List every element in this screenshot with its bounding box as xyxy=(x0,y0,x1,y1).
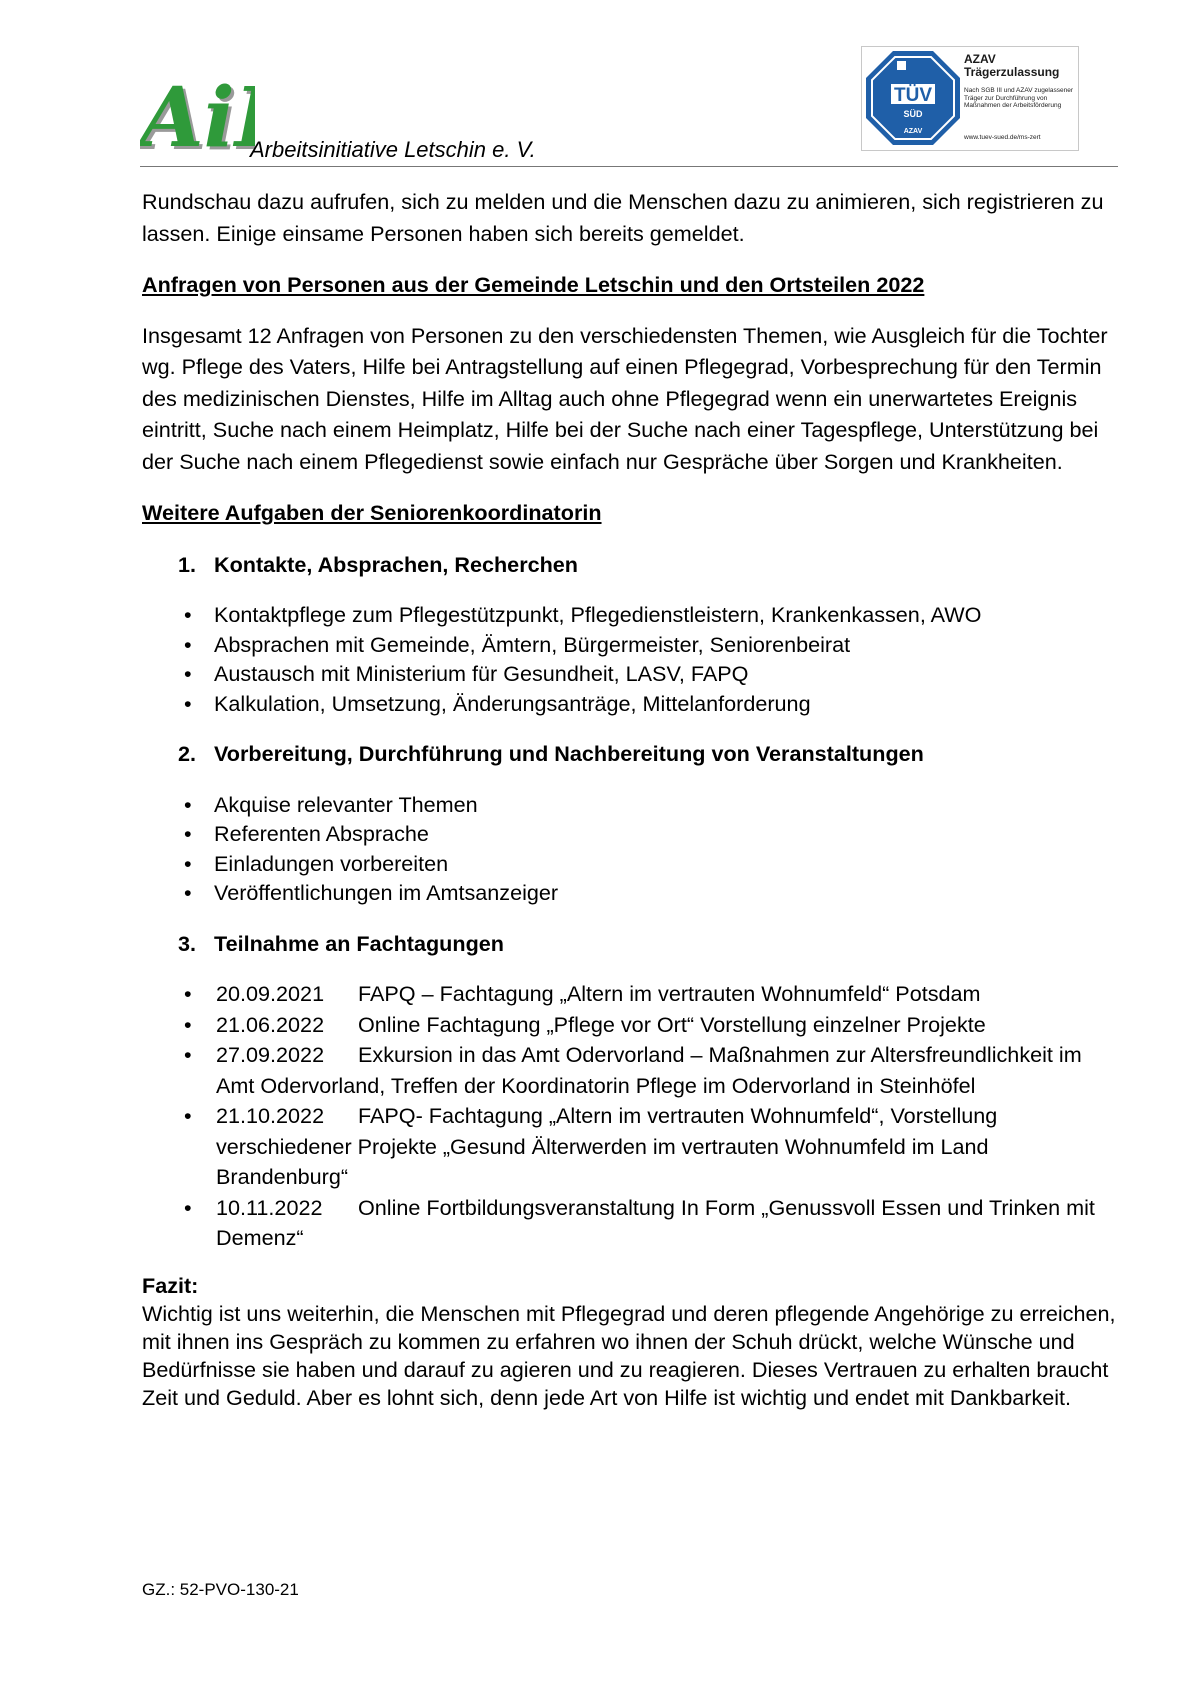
footer-reference: GZ.: 52-PVO-130-21 xyxy=(142,1580,299,1599)
subsection-number: 3. xyxy=(178,930,197,956)
bullet-icon: • xyxy=(184,1103,192,1128)
subsection-text: Teilnahme an Fachtagungen xyxy=(214,930,504,956)
tuev-mark: TÜV xyxy=(894,85,932,106)
event-item xyxy=(142,1193,1122,1254)
event-text: FAPQ – Fachtagung „Altern im vertrauten Wohnumfeld“ Potsdam xyxy=(358,981,981,1006)
event-list-fachtagungen xyxy=(142,979,1122,1254)
bullet-list-veranstaltungen xyxy=(142,790,1122,908)
list-item-text: Austausch mit Ministerium für Gesundheit, LASV, FAPQ xyxy=(214,661,749,686)
bullet-list-kontakte xyxy=(142,600,1122,718)
subsection-text: Vorbereitung, Durchführung und Nachbereitung von Veranstaltungen xyxy=(214,741,924,766)
certificate-title-line1: AZAV xyxy=(964,52,996,66)
section-heading-anfragen: Anfragen von Personen aus der Gemeinde Letschin und den Ortsteilen 2022 xyxy=(142,272,925,297)
ail-logo xyxy=(140,70,255,160)
bullet-icon: • xyxy=(184,690,192,716)
list-item-text: Veröffentlichungen im Amtsanzeiger xyxy=(214,880,559,905)
section-heading-aufgaben: Weitere Aufgaben der Seniorenkoordinatorin xyxy=(142,500,602,525)
bullet-icon: • xyxy=(184,850,192,876)
subsection-number: 1. xyxy=(178,551,197,577)
event-date: 27.09.2022 xyxy=(216,1042,325,1067)
organization-name: Arbeitsinitiative Letschin e. V. xyxy=(250,137,536,162)
list-item xyxy=(142,849,1122,879)
subsection-title-2 xyxy=(142,738,1122,770)
event-item xyxy=(142,1040,1122,1101)
tuev-mark-sub: SÜD xyxy=(903,109,923,119)
logo-text: Ai xyxy=(140,70,235,160)
list-item xyxy=(142,600,1122,630)
list-item xyxy=(142,790,1122,820)
subsection-title-3 xyxy=(142,928,1122,960)
event-item xyxy=(142,979,1122,1010)
event-text: FAPQ- Fachtagung „Altern im vertrauten Wohnumfeld“, Vorstellung verschiedener Projekte „Gesund Älterwerden im vertrauten Wohnumfeld im Land Brandenburg“ xyxy=(216,1103,998,1189)
event-item xyxy=(142,1101,1122,1193)
bullet-icon: • xyxy=(184,821,192,846)
event-text: Online Fortbildungsveranstaltung In Form „Genussvoll Essen und Trinken mit Demenz“ xyxy=(216,1194,1095,1250)
list-item-text: Kalkulation, Umsetzung, Änderungsanträge, Mittelanforderung xyxy=(214,690,811,716)
certificate-url: www.tuev-sued.de/ms-zert xyxy=(964,134,1041,141)
fazit-paragraph: Wichtig ist uns weiterhin, die Menschen mit Pflegegrad und deren pflegende Angehörige zu erreichen, mit ihnen ins Gespräch zu kommen zu erfahren wo ihnen der Schuh drückt, welche Wünsche und Bedürfnisse sie haben und darauf zu agieren und zu reagieren. Dieses Vertrauen zu erhalten braucht Zeit und Geduld. Aber es lohnt sich, denn jede Art von Hilfe ist wichtig und endet mit Dankbarkeit. xyxy=(142,1300,1116,1410)
list-item-text: Einladungen vorbereiten xyxy=(214,850,449,876)
anfragen-paragraph: Insgesamt 12 Anfragen von Personen zu den verschiedensten Themen, wie Ausgleich für die Tochter wg. Pflege des Vaters, Hilfe bei Antragstellung auf einen Pflegegrad, Vorbesprechung für den Termin des medizinischen Dienstes, Hilfe im Alltag auch ohne Pflegegrad wenn ein unerwartetes Ereignis eintritt, Suche nach einem Heimplatz, Hilfe bei der Suche nach einer Tagespflege, Unterstützung bei der Suche nach einem Pflegedienst sowie einfach nur Gespräche über Sorgen und Krankheiten. xyxy=(142,322,1108,474)
bullet-icon: • xyxy=(184,880,192,905)
list-item-text: Kontaktpflege zum Pflegestützpunkt, Pflegedienstleistern, Krankenkassen, AWO xyxy=(214,602,982,627)
subsection-title-1 xyxy=(142,549,1122,581)
subsection-number: 2. xyxy=(178,741,197,766)
list-item-text: Absprachen mit Gemeinde, Ämtern, Bürgermeister, Seniorenbeirat xyxy=(214,631,851,657)
subsection-text: Kontakte, Absprachen, Recherchen xyxy=(214,551,578,577)
certificate-title-line2: Trägerzulassung xyxy=(964,65,1060,79)
tuev-octagon-icon xyxy=(864,49,962,147)
list-item-text: Akquise relevanter Themen xyxy=(214,791,478,817)
bullet-icon: • xyxy=(184,981,192,1006)
bullet-icon: • xyxy=(184,1011,192,1037)
list-item-text: Referenten Absprache xyxy=(214,821,429,846)
list-item xyxy=(142,659,1122,689)
bullet-icon: • xyxy=(184,661,192,686)
tuev-mark-bottom: AZAV xyxy=(903,128,923,135)
list-item xyxy=(142,878,1122,908)
header-divider xyxy=(140,166,1118,167)
logo-shadow-text: Ai xyxy=(143,73,238,160)
bullet-icon: • xyxy=(184,1042,192,1067)
certificate-title xyxy=(964,53,1059,79)
event-date: 21.10.2022 xyxy=(216,1103,325,1128)
bullet-icon: • xyxy=(184,1194,192,1220)
event-date: 10.11.2022 xyxy=(216,1194,323,1220)
list-item xyxy=(142,819,1122,849)
certificate-note: Nach SGB III und AZAV zugelassener Träger zur Durchführung von Maßnahmen der Arbeitsförderung xyxy=(964,87,1073,109)
event-date: 20.09.2021 xyxy=(216,981,325,1006)
event-item xyxy=(142,1010,1122,1041)
list-item xyxy=(142,630,1122,660)
event-date: 21.06.2022 xyxy=(216,1011,325,1037)
event-text: Online Fachtagung „Pflege vor Ort“ Vorstellung einzelner Projekte xyxy=(358,1011,986,1037)
bullet-icon: • xyxy=(184,631,192,657)
event-text: Exkursion in das Amt Odervorland – Maßnahmen zur Altersfreundlichkeit im Amt Odervorland, Treffen der Koordinatorin Pflege im Odervorland in Steinhöfel xyxy=(216,1042,1082,1098)
list-item xyxy=(142,689,1122,719)
fazit-heading: Fazit: xyxy=(142,1272,199,1298)
tuev-certificate-badge xyxy=(861,46,1079,151)
bullet-icon: • xyxy=(184,602,192,627)
intro-paragraph: Rundschau dazu aufrufen, sich zu melden und die Menschen dazu zu animieren, sich registrieren zu lassen. Einige einsame Personen haben sich bereits gemeldet. xyxy=(142,189,1104,246)
bullet-icon: • xyxy=(184,791,192,817)
document-body xyxy=(142,186,1122,1412)
